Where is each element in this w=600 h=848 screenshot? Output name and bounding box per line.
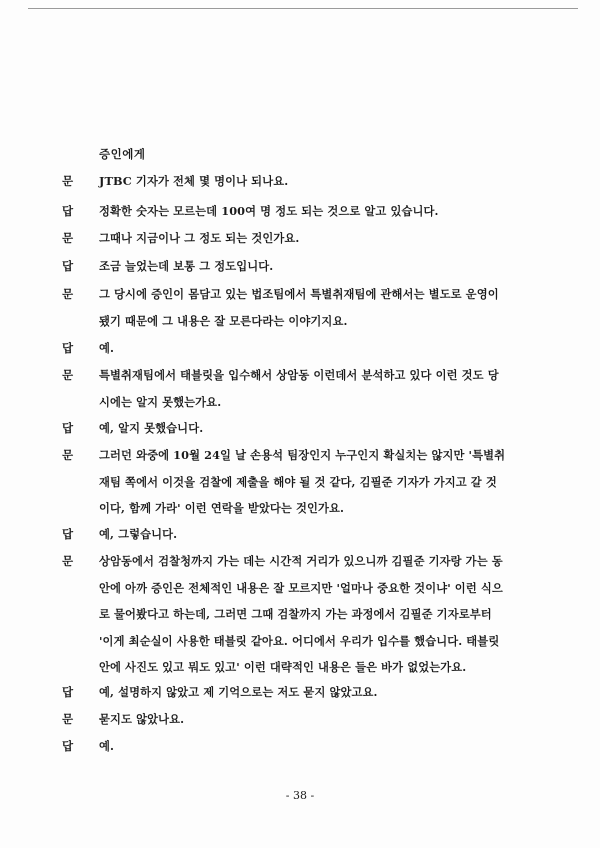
qa-line: '이게 최순실이 사용한 태블릿 같아요. 어디에서 우리가 입수를 했습니다. 태블릿 [99, 633, 500, 648]
qa-line: 시에는 알지 못했는가요. [99, 394, 222, 409]
qa-text [99, 442, 545, 522]
top-rule [28, 8, 578, 9]
qa-label: 문 [62, 231, 74, 245]
qa-label: 답 [62, 739, 74, 753]
qa-line: 예. [99, 341, 115, 355]
qa-line: 그러던 와중에 10월 24일 날 손용석 팀장인지 누구인지 확실치는 않지만 '특별취 [99, 448, 506, 462]
qa-line: 조금 늘었는데 보통 그 정도입니다. [99, 259, 274, 273]
qa-text [99, 548, 545, 681]
qa-text [99, 706, 545, 733]
qa-label: 답 [62, 259, 74, 273]
qa-text [99, 362, 545, 415]
qa-text [99, 198, 545, 225]
qa-label: 답 [62, 341, 74, 355]
section-title: 증인에게 [99, 147, 146, 161]
qa-line: 그 당시에 증인이 몸담고 있는 법조팀에서 특별취재팀에 관해서는 별도로 운영이 [99, 287, 499, 301]
qa-label: 답 [62, 421, 74, 435]
qa-label: 답 [62, 204, 74, 218]
qa-line: 예. [99, 739, 115, 753]
qa-line: 이다, 함께 가라' 이런 연락을 받았다는 것인가요. [99, 501, 345, 515]
qa-line: 묻지도 않았나요. [99, 712, 185, 726]
qa-label: 답 [62, 685, 74, 699]
qa-label: 문 [62, 174, 74, 188]
qa-text [99, 281, 545, 334]
qa-line: 그때나 지금이나 그 정도 되는 것인가요. [99, 231, 300, 245]
qa-line: 예, 그렇습니다. [99, 527, 178, 541]
qa-line: 정확한 숫자는 모르는데 100여 명 정도 되는 것으로 알고 있습니다. [99, 204, 439, 218]
qa-text [99, 168, 545, 195]
qa-text [99, 521, 545, 548]
qa-text [99, 335, 545, 362]
qa-label: 답 [62, 527, 74, 541]
qa-text [99, 733, 545, 760]
qa-text [99, 253, 545, 280]
qa-text [99, 415, 545, 442]
qa-line: 됐기 때문에 그 내용은 잘 모른다라는 이야기지요. [99, 313, 348, 328]
qa-line: 예, 알지 못했습니다. [99, 421, 204, 435]
qa-line: 재팀 쪽에서 이것을 검찰에 제출을 해야 될 것 같다, 김필준 기자가 가지고 갈 것 [99, 474, 497, 489]
qa-label: 문 [62, 712, 74, 726]
qa-line: JTBC 기자가 전체 몇 명이나 되나요. [99, 174, 289, 188]
page-number: - 38 - [285, 789, 315, 802]
qa-line: 로 물어봤다고 하는데, 그러면 그때 검찰까지 가는 과정에서 김필준 기자로부터 [99, 607, 492, 621]
qa-text [99, 225, 545, 252]
qa-label: 문 [62, 554, 74, 568]
qa-line: 특별취재팀에서 태블릿을 입수해서 상암동 이런데서 분석하고 있다 이런 것도 당 [99, 368, 499, 382]
qa-label: 문 [62, 287, 74, 301]
qa-line: 상암동에서 검찰청까지 가는 데는 시간적 거리가 있으니까 김필준 기자랑 가는 동 [99, 554, 503, 568]
qa-line: 예, 설명하지 않았고 제 기억으로는 저도 묻지 않았고요. [99, 685, 378, 699]
qa-line: 안에 아까 증인은 전체적인 내용은 잘 모르지만 '얼마나 중요한 것이냐' 이런 식으 [99, 580, 503, 595]
qa-label: 문 [62, 368, 74, 382]
qa-text [99, 679, 545, 706]
qa-label: 문 [62, 448, 74, 462]
qa-line: 안에 사진도 있고 뭐도 있고' 이런 대략적인 내용은 들은 바가 없었는가요. [99, 660, 467, 674]
